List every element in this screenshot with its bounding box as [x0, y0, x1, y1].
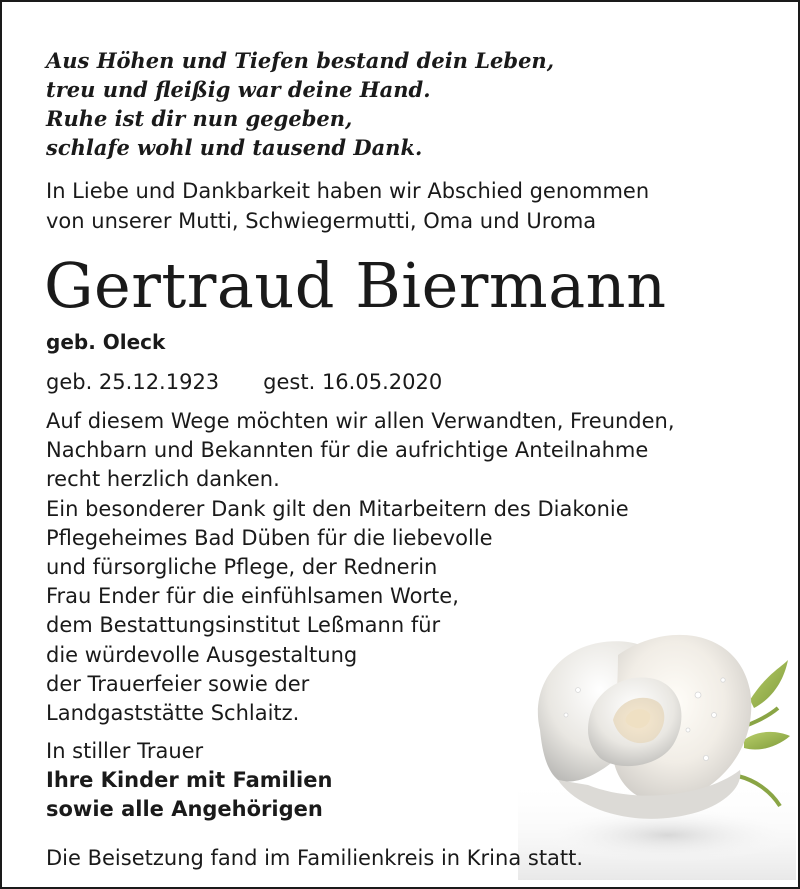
thanks-line: Nachbarn und Bekannten für die aufrichtige Anteilnahme	[46, 438, 649, 463]
poem-line: treu und fleißig war deine Hand.	[46, 77, 431, 102]
thanks-line: Landgaststätte Schlaitz.	[46, 701, 300, 726]
thanks-line: Frau Ender für die einfühlsamen Worte,	[46, 584, 459, 609]
birth-date: geb. 25.12.1923	[46, 370, 220, 394]
poem-line: Ruhe ist dir nun gegeben,	[46, 106, 353, 131]
death-date: gest. 16.05.2020	[263, 370, 443, 394]
thanks-line: recht herzlich danken.	[46, 467, 280, 492]
thanks-line: Auf diesem Wege möchten wir allen Verwandten, Freunden,	[46, 409, 675, 433]
intro-line: In Liebe und Dankbarkeit haben wir Abschied genommen	[46, 179, 650, 203]
thanks-line: Ein besonderer Dank gilt den Mitarbeitern des Diakonie	[46, 496, 629, 521]
funeral-note: Die Beisetzung fand im Familienkreis in Krina statt.	[46, 846, 584, 870]
poem-line: schlafe wohl und tausend Dank.	[46, 135, 423, 160]
farewell-intro	[46, 176, 649, 236]
memorial-poem	[46, 46, 554, 162]
deceased-name: Gertraud Biermann	[44, 249, 667, 322]
thanks-line: der Trauerfeier sowie der	[46, 671, 310, 696]
thanks-line: dem Bestattungsinstitut Leßmann für	[46, 613, 441, 638]
thanks-line: und fürsorgliche Pflege, der Rednerin	[46, 555, 438, 580]
intro-line: von unserer Mutti, Schwiegermutti, Oma und Uroma	[46, 209, 597, 233]
poem-line: Aus Höhen und Tiefen bestand dein Leben,	[46, 48, 555, 73]
thanks-text	[46, 407, 675, 728]
signature-intro: In stiller Trauer	[46, 739, 204, 763]
maiden-name: geb. Oleck	[46, 330, 166, 354]
mourners-signature	[46, 737, 332, 824]
thanks-line: Pflegeheimes Bad Düben für die liebevolle	[46, 525, 493, 550]
signature-line: sowie alle Angehörigen	[46, 797, 323, 821]
signature-line: Ihre Kinder mit Familien	[46, 768, 333, 792]
life-dates	[46, 368, 442, 396]
thanks-line: die würdevolle Ausgestaltung	[46, 642, 358, 667]
